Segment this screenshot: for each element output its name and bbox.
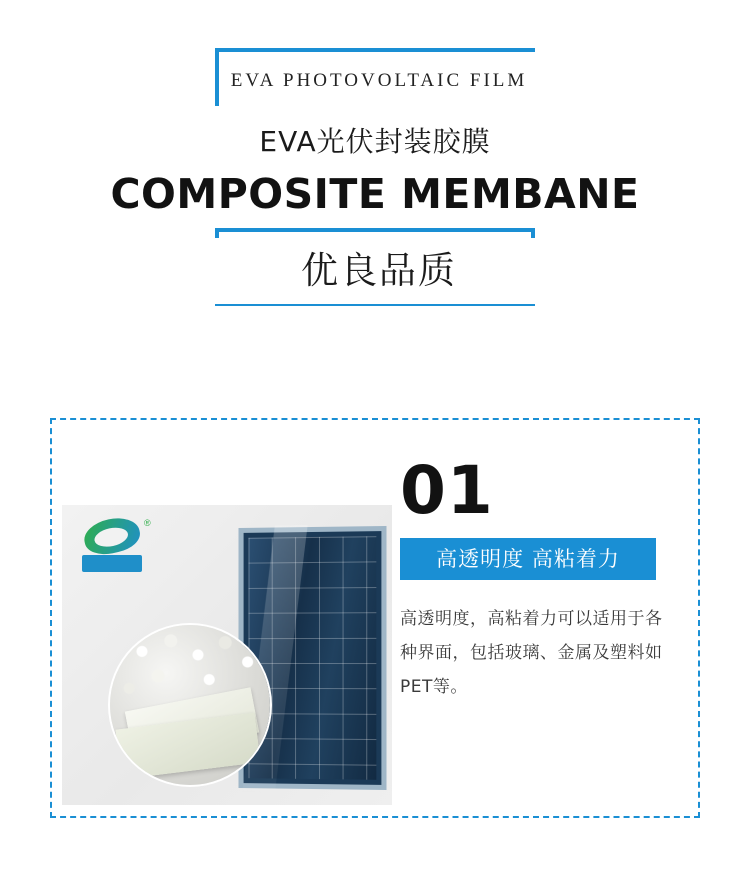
- chinese-subtitle-frame: [215, 228, 535, 306]
- logo-bar-shape: [82, 555, 142, 572]
- logo-swoosh-shape: [81, 514, 143, 559]
- english-small-title: EVA PHOTOVOLTAIC FILM: [219, 52, 539, 110]
- chinese-subtitle: 优良品质: [209, 238, 549, 304]
- chinese-title: EVA光伏封装胶膜: [259, 125, 491, 158]
- feature-tag-badge: 高透明度 高粘着力: [400, 538, 656, 580]
- brand-logo-icon: [80, 517, 156, 577]
- product-photo: [62, 505, 392, 805]
- feature-description: 高透明度，高粘着力可以适用于各种界面，包括玻璃、金属及塑料如PET等。: [400, 609, 663, 697]
- feature-number: 01: [400, 452, 494, 529]
- registered-trademark-icon: ®: [144, 518, 151, 528]
- header-banner: [0, 0, 750, 380]
- english-title-frame: [215, 48, 535, 106]
- eva-film-inset-photo: [110, 625, 270, 785]
- feature-card: [50, 418, 700, 818]
- english-big-title: COMPOSITE MEMBANE: [110, 170, 640, 218]
